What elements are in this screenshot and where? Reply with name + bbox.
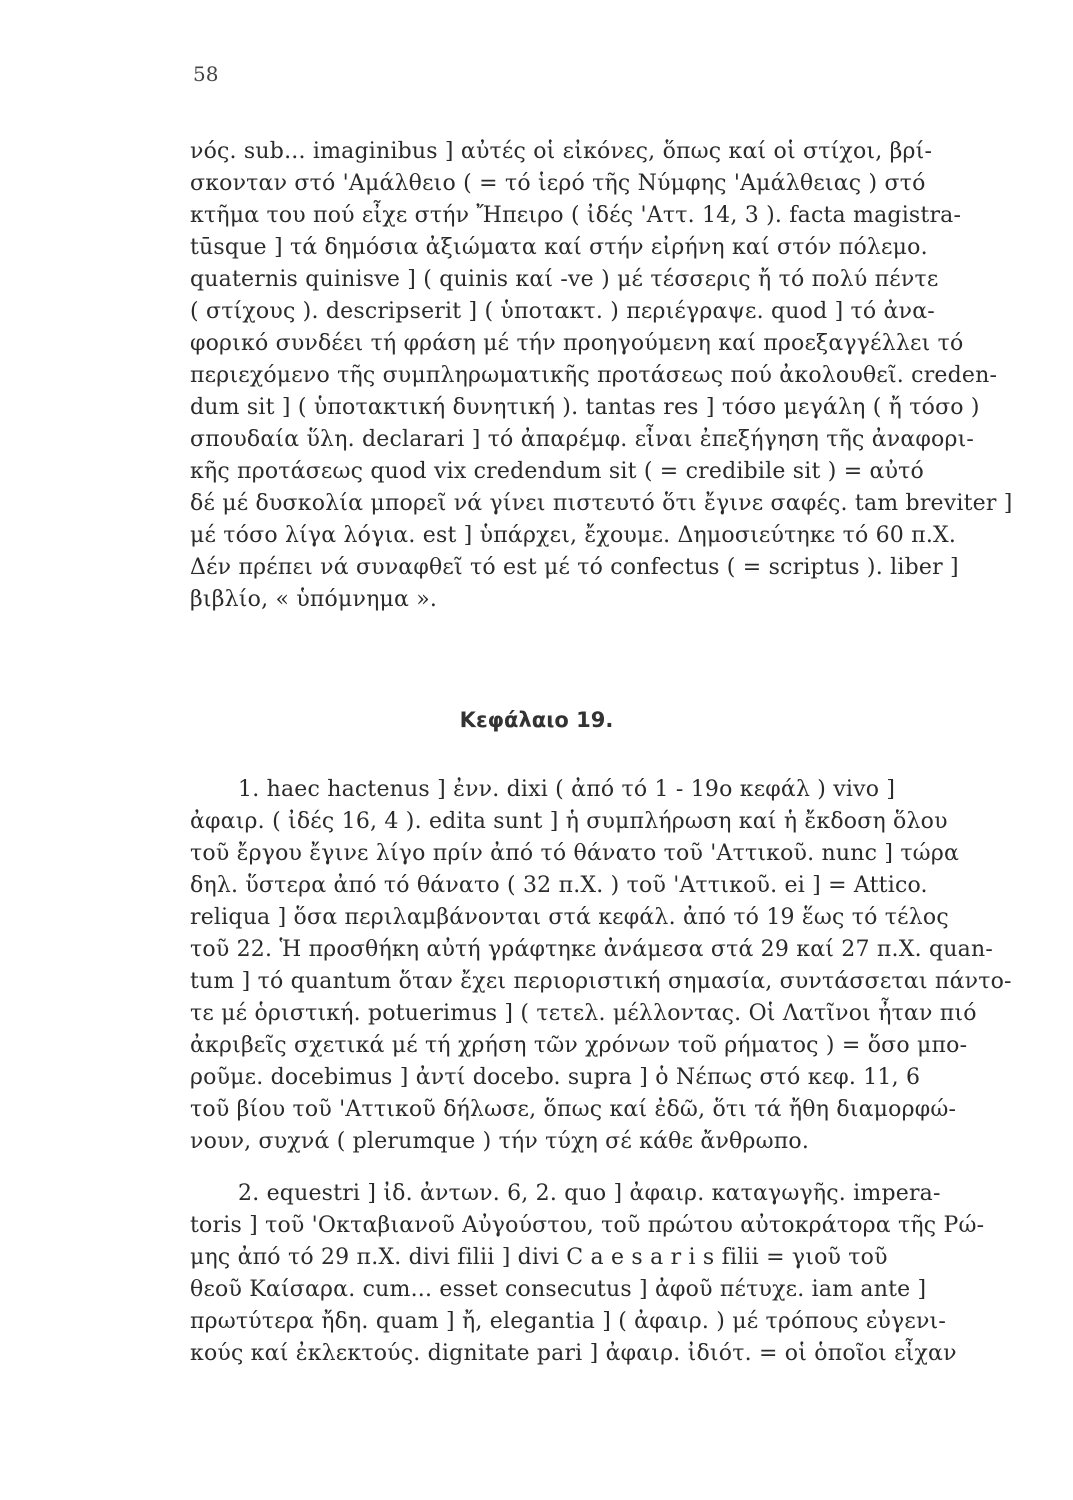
text-line: κτῆμα του πού εἶχε στήν Ἤπειρο ( ἰδές 'Αττ. 14, 3 ). facta magistra-: [190, 203, 962, 228]
text-line: tum ] τό quantum ὅταν ἔχει περιοριστική σημασία, συντάσσεται πάντο-: [190, 969, 1012, 994]
text-line: σπουδαία ὕλη. declarari ] τό ἀπαρέμφ. εἶναι ἐπεξήγηση τῆς ἀναφορι-: [190, 427, 975, 452]
text-line: περιεχόμενο τῆς συμπληρωματικῆς προτάσεως πού ἀκολουθεῖ. creden-: [190, 363, 998, 388]
text-line: πρωτύτερα ἤδη. quam ] ἤ, elegantia ] ( ἀφαιρ. ) μέ τρόπους εὐγενι-: [190, 1309, 946, 1334]
text-line: 1. haec hactenus ] ἐνν. dixi ( ἀπό τό 1 - 19ο κεφάλ ) vivo ]: [238, 777, 896, 802]
text-line: τε μέ ὁριστική. potuerimus ] ( τετελ. μέλλοντας. Οἱ Λατῖνοι ἦταν πιό: [190, 1001, 977, 1026]
text-line: ( στίχους ). descripserit ] ( ὑποτακτ. ) περιέγραψε. quod ] τό ἀνα-: [190, 299, 935, 324]
chapter-heading: Κεφάλαιο 19.: [459, 708, 614, 732]
text-line: dum sit ] ( ὑποτακτική δυνητική ). tantas res ] τόσο μεγάλη ( ἤ τόσο ): [190, 395, 980, 420]
text-line: φορικό συνδέει τή φράση μέ τήν προηγούμενη καί προεξαγγέλλει τό: [190, 331, 964, 356]
text-line: ἀφαιρ. ( ἰδές 16, 4 ). edita sunt ] ἡ συμπλήρωση καί ἡ ἔκδοση ὅλου: [190, 809, 948, 834]
text-line: 2. equestri ] ἰδ. ἀντων. 6, 2. quo ] ἀφαιρ. καταγωγῆς. impera-: [238, 1181, 941, 1206]
text-line: κῆς προτάσεως quod vix credendum sit ( = credibile sit ) = αὐτό: [190, 459, 924, 484]
text-line: θεοῦ Καίσαρα. cum... esset consecutus ] ἀφοῦ πέτυχε. iam ante ]: [190, 1277, 927, 1302]
text-line: μης ἀπό τό 29 π.Χ. divi filii ] divi C a e s a r i s filii = γιοῦ τοῦ: [190, 1245, 888, 1270]
text-line: δηλ. ὕστερα ἀπό τό θάνατο ( 32 π.Χ. ) τοῦ 'Αττικοῦ. ei ] = Attico.: [190, 873, 928, 898]
text-line: μέ τόσο λίγα λόγια. est ] ὑπάρχει, ἔχουμε. Δημοσιεύτηκε τό 60 π.Χ.: [190, 523, 957, 548]
text-line: ροῦμε. docebimus ] ἀντί docebo. supra ] ὁ Νέπως στό κεφ. 11, 6: [190, 1065, 921, 1090]
text-line: σκονταν στό 'Αμάλθειο ( = τό ἱερό τῆς Νύμφης 'Αμάλθειας ) στό: [190, 171, 926, 196]
text-line: quaternis quinisve ] ( quinis καί -ve ) μέ τέσσερις ἤ τό πολύ πέντε: [190, 267, 939, 292]
text-line: δέ μέ δυσκολία μπορεῖ νά γίνει πιστευτό ὅτι ἔγινε σαφές. tam breviter ]: [190, 491, 1013, 516]
text-line: toris ] τοῦ 'Οκταβιανοῦ Αὐγούστου, τοῦ πρώτου αὐτοκράτορα τῆς Ρώ-: [190, 1213, 985, 1238]
text-line: βιβλίο, « ὑπόμνημα ».: [190, 587, 438, 612]
text-line: νουν, συχνά ( plerumque ) τήν τύχη σέ κάθε ἄνθρωπο.: [190, 1129, 810, 1154]
text-line: τοῦ ἔργου ἔγινε λίγο πρίν ἀπό τό θάνατο τοῦ 'Αττικοῦ. nunc ] τώρα: [190, 841, 960, 866]
page-number: 58: [193, 62, 219, 86]
text-line: Δέν πρέπει νά συναφθεῖ τό est μέ τό confectus ( = scriptus ). liber ]: [190, 555, 959, 580]
text-line: τοῦ 22. Ἡ προσθήκη αὐτή γράφτηκε ἀνάμεσα στά 29 καί 27 π.Χ. quan-: [190, 937, 993, 962]
text-line: τοῦ βίου τοῦ 'Αττικοῦ δήλωσε, ὅπως καί ἐδῶ, ὅτι τά ἤθη διαμορφώ-: [190, 1097, 957, 1122]
text-line: reliqua ] ὅσα περιλαμβάνονται στά κεφάλ. ἀπό τό 19 ἕως τό τέλος: [190, 905, 949, 930]
text-line: tūsque ] τά δημόσια ἀξιώματα καί στήν εἰρήνη καί στόν πόλεμο.: [190, 235, 928, 260]
text-line: ἀκριβεῖς σχετικά μέ τή χρήση τῶν χρόνων τοῦ ρήματος ) = ὅσο μπο-: [190, 1033, 968, 1058]
text-line: νός. sub... imaginibus ] αὐτές οἱ εἰκόνες, ὅπως καί οἱ στίχοι, βρί-: [190, 139, 933, 164]
text-line: κούς καί ἐκλεκτούς. dignitate pari ] ἀφαιρ. ἰδιότ. = οἱ ὁποῖοι εἶχαν: [190, 1341, 957, 1366]
